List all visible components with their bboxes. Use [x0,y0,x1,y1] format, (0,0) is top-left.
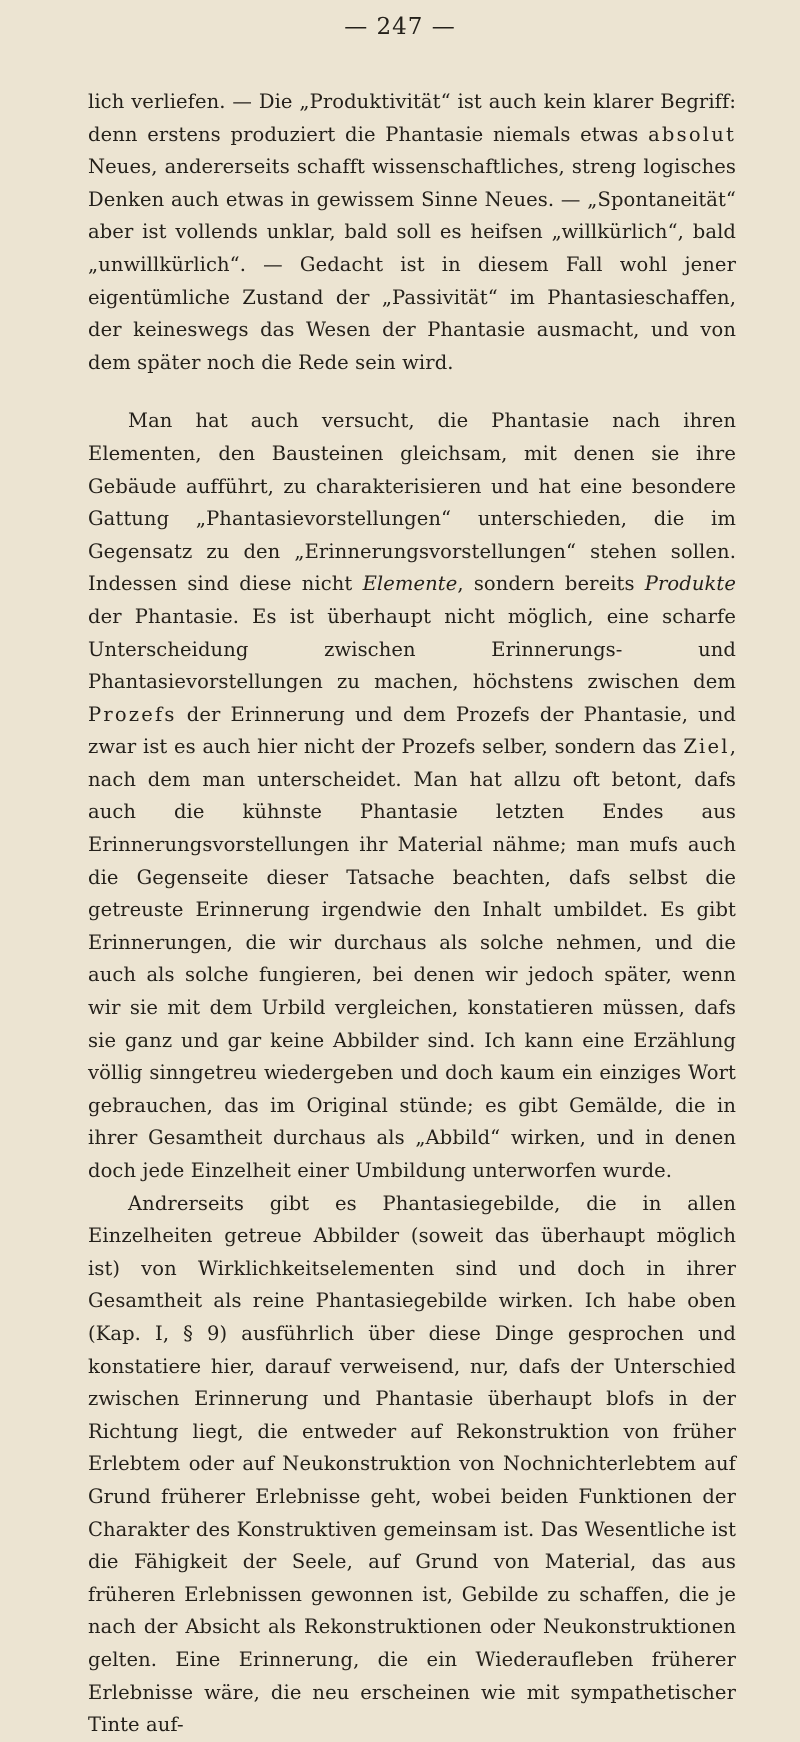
text-run: Andrerseits gibt es Phantasiegebilde, die in allen Einzelheiten getreue Abbilder (soweit das überhaupt möglich ist) von Wirklichkeitselementen sind und doch in ihrer Gesamtheit als reine Phantasiegebilde wirken. Ich habe oben (Kap. I, § 9) ausführlich über diese Dinge gesprochen und konstatiere hier, darauf verweisend, nur, dafs der Unterschied zwischen Erinnerung und Phantasie überhaupt blofs in der Richtung liegt, die entweder auf Rekonstruktion von früher Erlebtem oder auf Neukonstruktion von Nochnichterlebtem auf Grund früherer Erlebnisse geht, wobei beiden Funktionen der Charakter des Konstruktiven gemeinsam ist. Das Wesentliche ist die Fähigkeit der Seele, auf Grund von Material, das aus früheren Erlebnissen gewonnen ist, Gebilde zu schaffen, die je nach der Absicht als Rekonstruktionen oder Neukonstruktionen gelten. Eine Erinnerung, die ein Wiederaufleben früherer Erlebnisse wäre, die neu erscheinen wie mit sympathetischer Tinte auf- [88,1191,736,1737]
spaced-emphasis: Prozefs [88,702,177,726]
italic-emphasis: Elemente [362,572,458,596]
paragraph-1 [88,86,736,379]
text-run: Neues, andererseits schafft wissenschaftliches, streng logisches Denken auch etwas in gewissem Sinne Neues. — „Spontaneität“ aber ist vollends unklar, bald soll es heifsen „willkürlich“, bald „unwillkürlich“. — Gedacht ist in diesem Fall wohl jener eigentümliche Zustand der „Passivität“ im Phantasieschaffen, der keineswegs das Wesen der Phantasie ausmacht, und von dem später noch die Rede sein wird. [88,155,736,374]
paragraph-2 [88,405,736,1187]
spaced-emphasis: absolut [648,122,736,146]
text-run: der Phantasie. Es ist überhaupt nicht möglich, eine scharfe Unterscheidung zwischen Erinnerungs- und Phantasievorstellungen zu machen, höchstens zwischen dem [88,604,736,694]
text-run: lich verliefen. — Die „Produktivität“ ist auch kein klarer Begriff: denn erstens produziert die Phantasie niemals etwas [88,90,736,146]
italic-emphasis: Produkte [644,572,736,596]
text-run: , nach dem man unterscheidet. Man hat allzu oft betont, dafs auch die kühnste Phantasie letzten Endes aus Erinnerungsvorstellungen ihr Material nähme; man mufs auch die Gegenseite dieser Tatsache beachten, dafs selbst die getreuste Erinnerung irgendwie den Inhalt umbildet. Es gibt Erinnerungen, die wir durchaus als solche nehmen, und die auch als solche fungieren, bei denen wir jedoch später, wenn wir sie mit dem Urbild vergleichen, konstatieren müssen, dafs sie ganz und gar keine Abbilder sind. Ich kann eine Erzählung völlig sinngetreu wiedergeben und doch kaum ein einziges Wort gebrauchen, das im Original stünde; es gibt Gemälde, die in ihrer Gesamtheit durchaus als „Abbild“ wirken, und in denen doch jede Einzelheit einer Umbildung unterworfen wurde. [88,735,736,1182]
paragraph-gap [88,379,736,405]
text-run: , sondern bereits [457,572,645,596]
paragraph-3 [88,1188,736,1742]
text-run: Man hat auch versucht, die Phantasie nach ihren Elementen, den Bausteinen gleichsam, mit denen sie ihre Gebäude aufführt, zu charakterisieren und hat eine besondere Gattung „Phantasievorstellungen“ unterschieden, die im Gegensatz zu den „Erinnerungsvorstellungen“ stehen sollen. Indessen sind diese nicht [88,409,736,596]
spaced-emphasis: Ziel [683,735,730,759]
page-number: — 247 — [344,14,456,40]
text-run: der Erinnerung und dem Prozefs der Phantasie, und zwar ist es auch hier nicht der Prozefs selber, sondern das [88,702,736,759]
